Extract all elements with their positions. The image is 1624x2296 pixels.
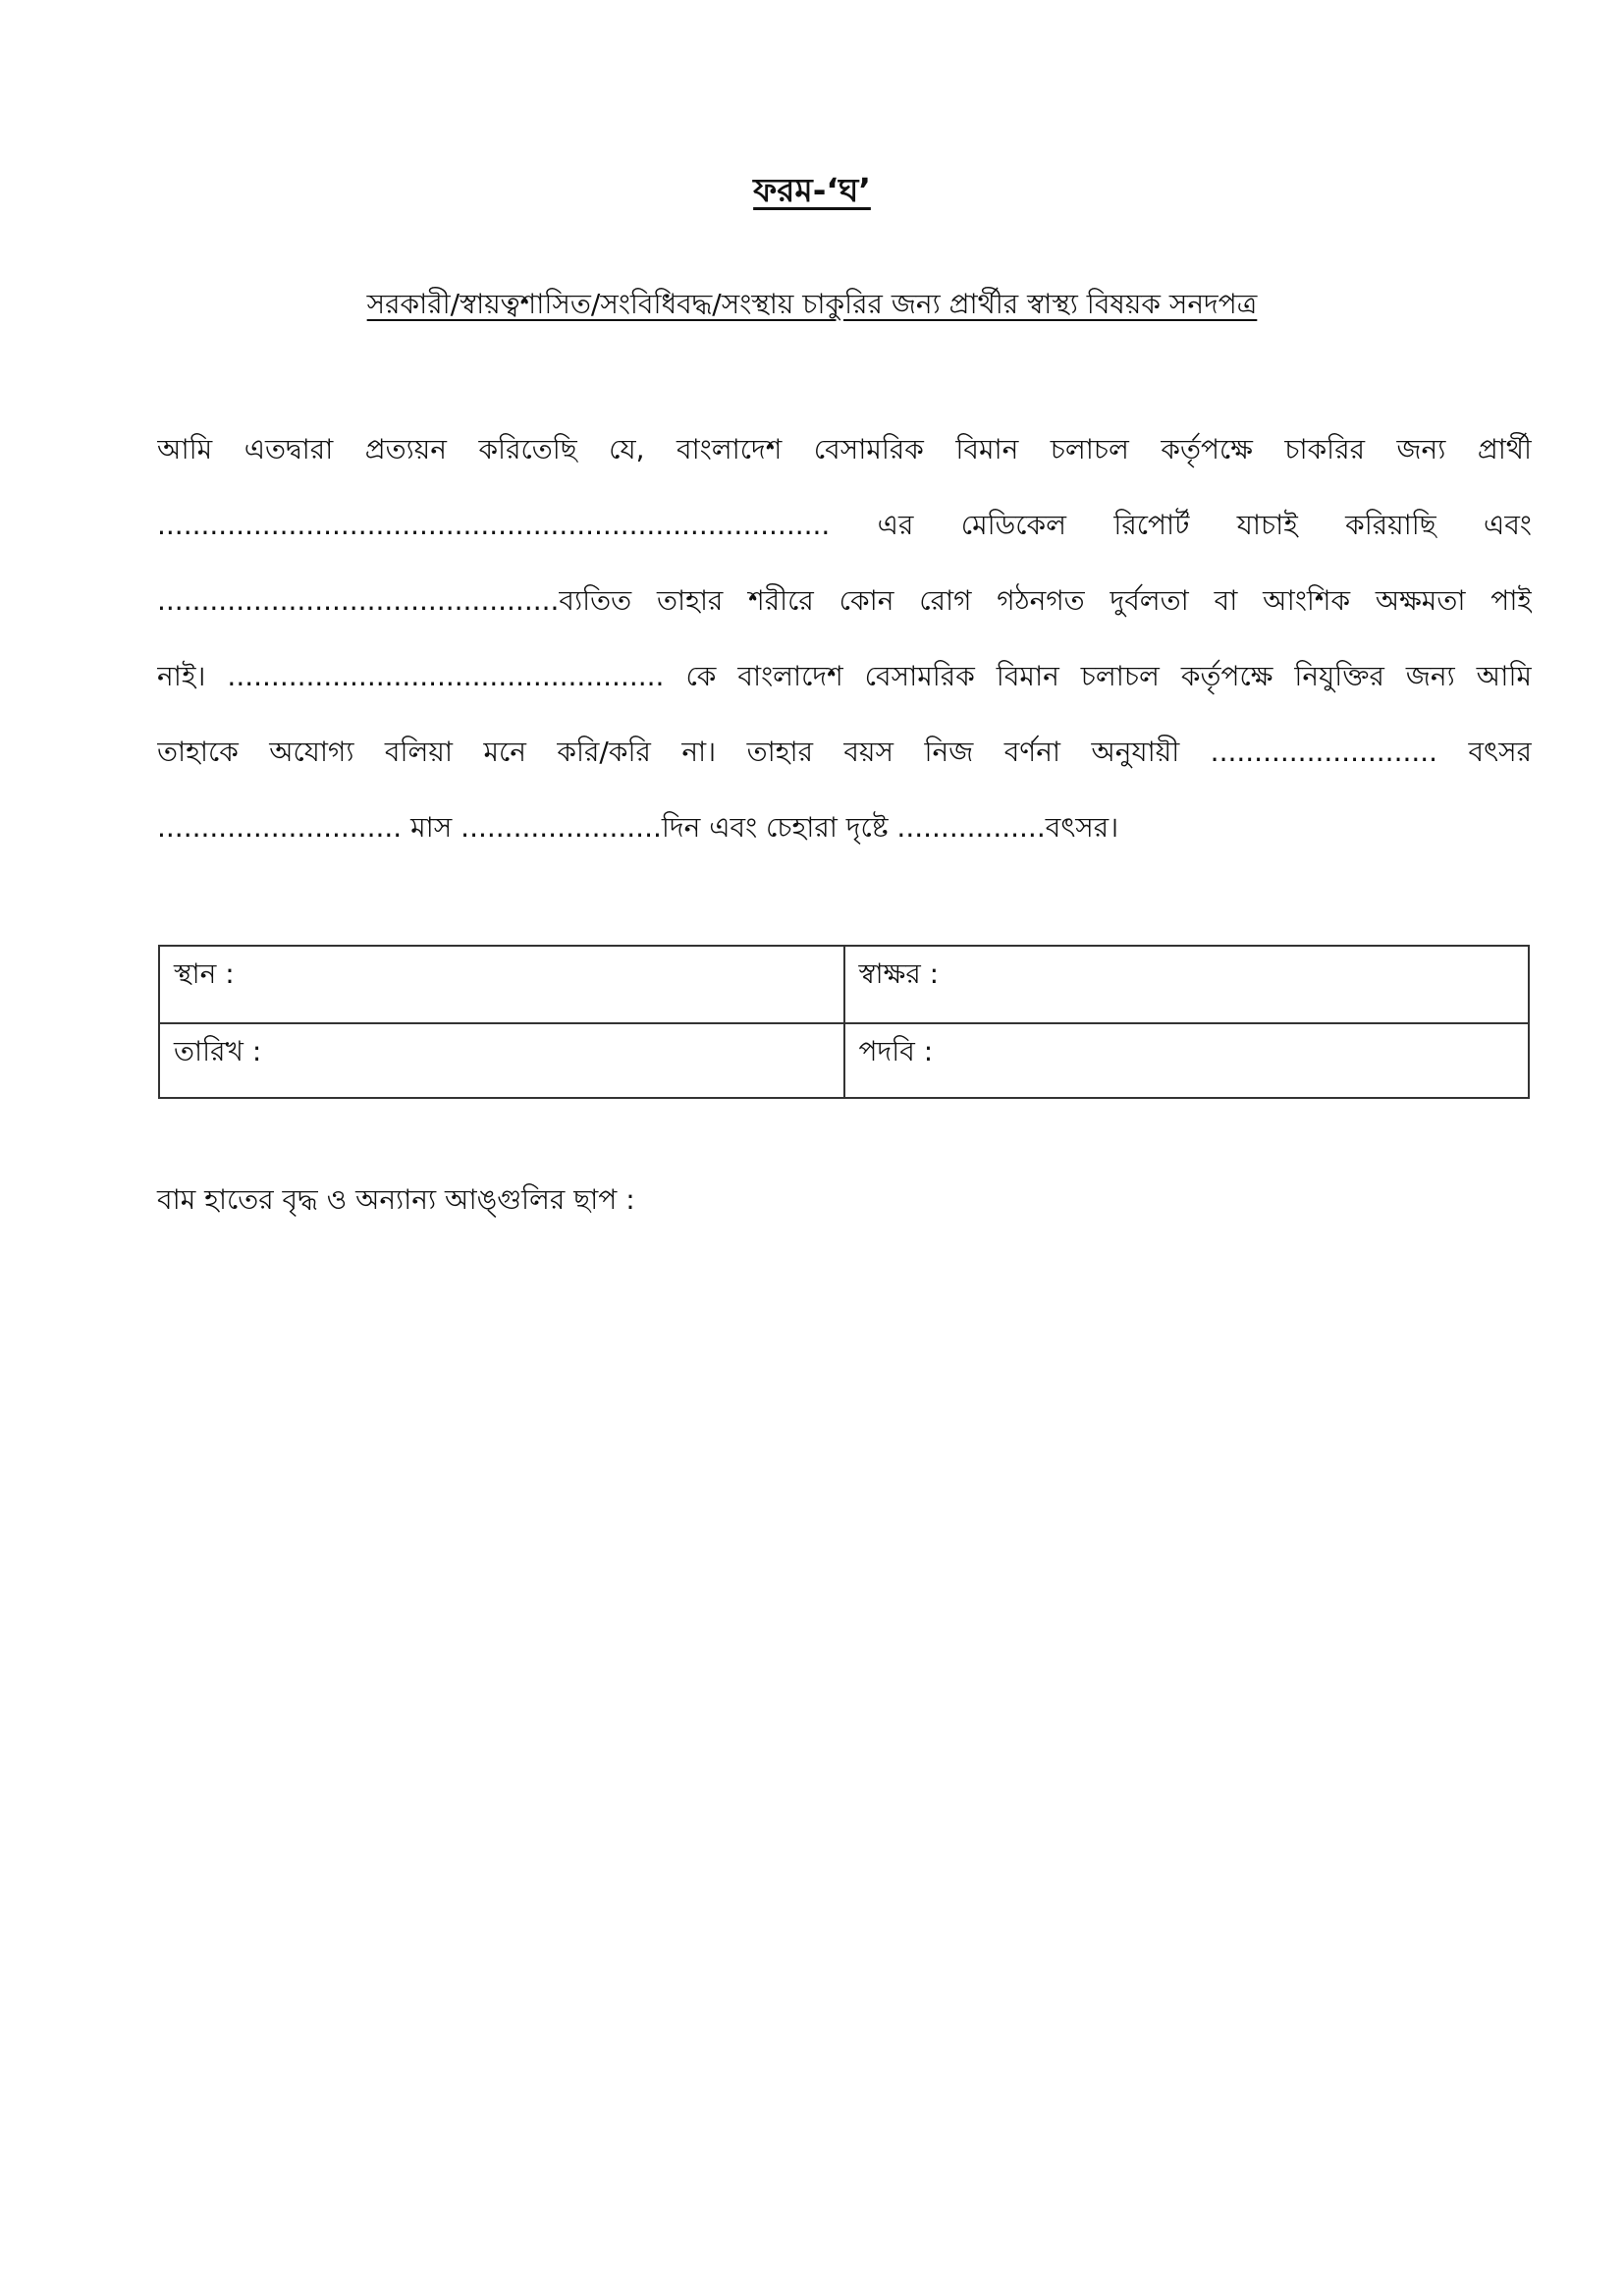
certificate-line: তাহাকে অযোগ্য বলিয়া মনে করি/করি না। তাহার বয়স নিজ বর্ণনা অনুযায়ী .......................... বৎসর bbox=[157, 736, 1532, 768]
designation-cell[interactable] bbox=[844, 1023, 1530, 1098]
form-title: ফরম-‘ঘ’ bbox=[753, 171, 871, 209]
certificate-body bbox=[157, 430, 1532, 884]
place-label: স্থান : bbox=[174, 957, 235, 990]
table-row bbox=[159, 1023, 1529, 1098]
date-label: তারিখ : bbox=[174, 1035, 262, 1067]
certificate-subtitle: সরকারী/স্বায়ত্বশাসিত/সংবিধিবদ্ধ/সংস্থায় চাকুরির জন্য প্রার্থীর স্বাস্থ্য বিষয়ক সনদপত্র bbox=[366, 288, 1258, 320]
certificate-line: আমি এতদ্বারা প্রত্যয়ন করিতেছি যে, বাংলাদেশ বেসামরিক বিমান চলাচল কর্তৃপক্ষে চাকরির জন্য প্রার্থী bbox=[157, 433, 1532, 465]
place-cell[interactable] bbox=[159, 946, 844, 1023]
table-row bbox=[159, 946, 1529, 1023]
signature-table bbox=[158, 945, 1530, 1099]
certificate-line: ............................ মাস .......................দিন এবং চেহারা দৃষ্টে .................বৎসর। bbox=[157, 811, 1119, 844]
signature-label: স্বাক্ষর : bbox=[858, 957, 940, 990]
signature-cell[interactable] bbox=[844, 946, 1530, 1023]
date-cell[interactable] bbox=[159, 1023, 844, 1098]
designation-label: পদবি : bbox=[858, 1035, 934, 1067]
certificate-line: নাই। .................................................. কে বাংলাদেশ বেসামরিক বিমান চলাচল কর্তৃপক্ষে নিযুক্তির জন্য আমি bbox=[157, 660, 1532, 692]
certificate-line: ............................................................................. এর মেডিকেল রিপোর্ট যাচাই করিয়াছি এবং bbox=[157, 509, 1532, 541]
certificate-line: ..............................................ব্যতিত তাহার শরীরে কোন রোগ গঠনগত দুর্বলতা বা আংশিক অক্ষমতা পাই bbox=[157, 584, 1532, 617]
thumbprint-label: বাম হাতের বৃদ্ধ ও অন্যান্য আঙ্গুলির ছাপ : bbox=[157, 1183, 635, 1216]
